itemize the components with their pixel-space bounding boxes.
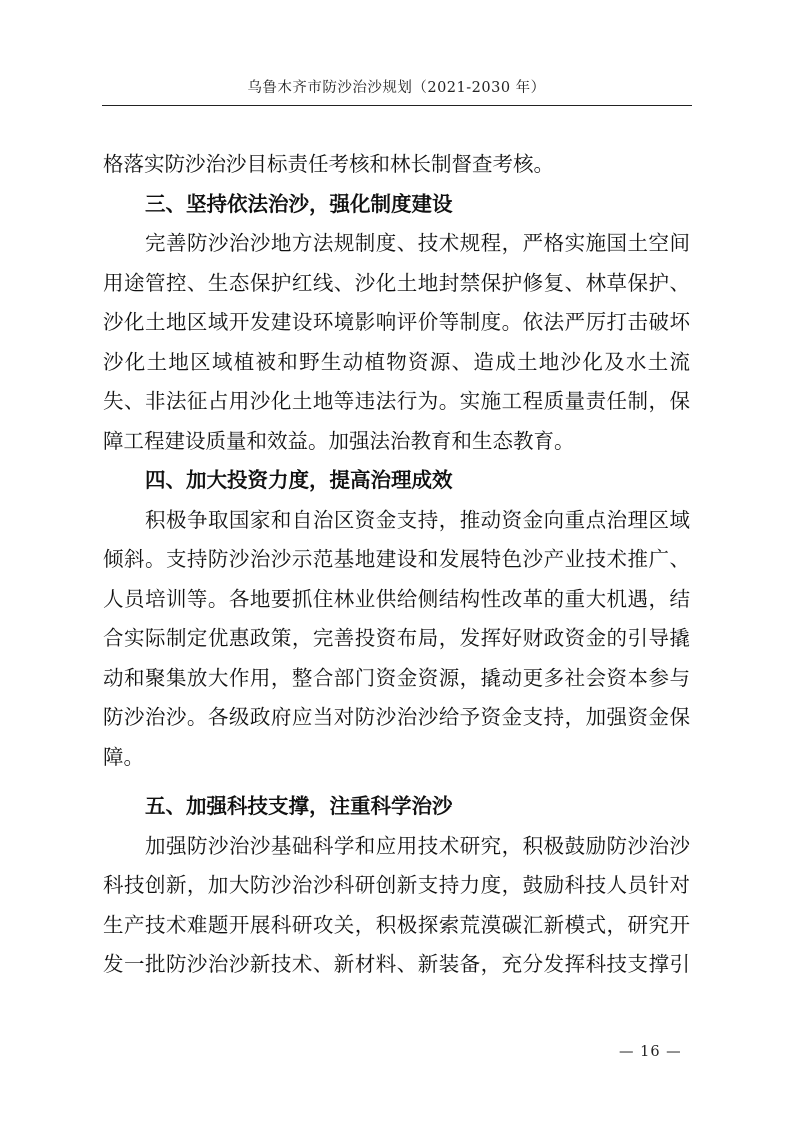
section-heading: 四、加大投资力度，提高治理成效 bbox=[145, 468, 453, 492]
paragraph-line: 人员培训等。各地要抓住林业供给侧结构性改革的重大机遇，结 bbox=[103, 586, 690, 611]
paragraph-line: 积极争取国家和自治区资金支持，推动资金向重点治理区域 bbox=[145, 507, 690, 532]
paragraph-line: 障。 bbox=[103, 744, 144, 769]
section-gap bbox=[103, 777, 690, 787]
paragraph-line: 合实际制定优惠政策，完善投资布局，发挥好财政资金的引导撬 bbox=[103, 626, 690, 650]
paragraph-line: 完善防沙治沙地方法规制度、技术规程，严格实施国土空间 bbox=[145, 231, 690, 255]
paragraph-line: 发一批防沙治沙新技术、新材料、新装备，充分发挥科技支撑引 bbox=[103, 952, 690, 976]
section-heading: 三、坚持依法治沙，强化制度建设 bbox=[145, 191, 453, 216]
paragraph-line: 障工程建设质量和效益。加强法治教育和生态教育。 bbox=[103, 428, 575, 453]
paragraph-line: 科技创新，加大防沙治沙科研创新支持力度，鼓励科技人员针对 bbox=[103, 873, 690, 897]
paragraph-line: 倾斜。支持防沙治沙示范基地建设和发展特色沙产业技术推广、 bbox=[103, 547, 690, 571]
paragraph-line: 加强防沙治沙基础科学和应用技术研究，积极鼓励防沙治沙 bbox=[145, 833, 690, 858]
paragraph-line: 生产技术难题开展科研攻关，积极探索荒漠碳汇新模式，研究开 bbox=[103, 912, 690, 937]
paragraph-line: 沙化土地区域植被和野生动植物资源、造成土地沙化及水土流 bbox=[103, 349, 690, 374]
paragraph-line: 防沙治沙。各级政府应当对防沙治沙给予资金支持，加强资金保 bbox=[103, 705, 690, 729]
paragraph-line: 失、非法征占用沙化土地等违法行为。实施工程质量责任制，保 bbox=[103, 389, 690, 413]
page-number: — 16 — bbox=[619, 1044, 682, 1060]
running-header: 乌鲁木齐市防沙治沙规划（2021-2030 年） bbox=[247, 80, 546, 96]
paragraph-line: 沙化土地区域开发建设环境影响评价等制度。依法严厉打击破坏 bbox=[103, 310, 690, 334]
document-body bbox=[103, 145, 690, 985]
section-heading: 五、加强科技支撑，注重科学治沙 bbox=[145, 794, 453, 818]
paragraph-line: 动和聚集放大作用，整合部门资金资源，撬动更多社会资本参与 bbox=[103, 665, 690, 690]
paragraph-line: 用途管控、生态保护红线、沙化土地封禁保护修复、林草保护、 bbox=[103, 270, 690, 295]
header-divider bbox=[102, 105, 692, 106]
paragraph-line: 格落实防沙治沙目标责任考核和林长制督查考核。 bbox=[103, 152, 554, 176]
